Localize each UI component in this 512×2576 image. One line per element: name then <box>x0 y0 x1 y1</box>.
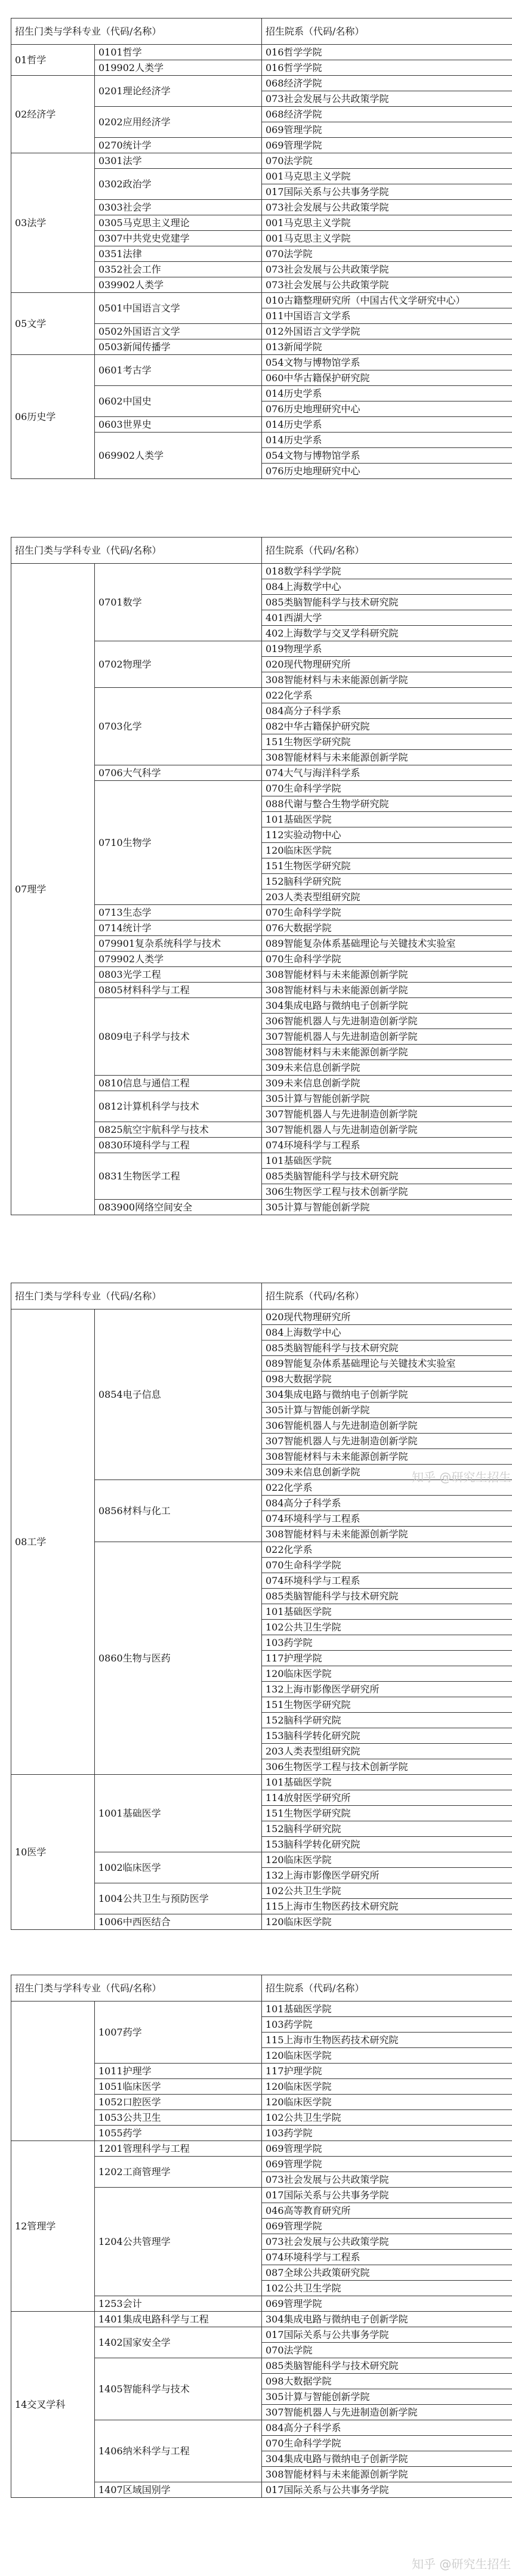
discipline-cell: 1055药学 <box>95 2126 262 2141</box>
school-cell: 013新闻学院 <box>262 339 512 355</box>
category-cell: 14交叉学科 <box>11 2312 95 2498</box>
category-cell: 08工学 <box>11 1309 95 1775</box>
discipline-cell: 0305马克思主义理论 <box>95 215 262 231</box>
school-cell: 046高等教育研究所 <box>262 2203 512 2219</box>
discipline-cell: 0830环境科学与工程 <box>95 1138 262 1153</box>
discipline-cell: 0501中国语言文学 <box>95 293 262 324</box>
school-cell: 151生物医学研究院 <box>262 1806 512 1821</box>
school-cell: 020现代物理研究所 <box>262 1309 512 1325</box>
discipline-cell: 0714统计学 <box>95 921 262 936</box>
school-cell: 120临床医学院 <box>262 2095 512 2110</box>
discipline-cell: 1402国家安全学 <box>95 2327 262 2358</box>
discipline-cell: 0713生态学 <box>95 905 262 921</box>
school-cell: 068经济学院 <box>262 107 512 122</box>
discipline-cell: 1406纳米科学与工程 <box>95 2420 262 2482</box>
school-cell: 084上海数学中心 <box>262 1325 512 1340</box>
discipline-cell: 1006中西医结合 <box>95 1914 262 1930</box>
school-cell: 307智能机器人与先进制造创新学院 <box>262 1122 512 1138</box>
school-cell: 014历史学系 <box>262 433 512 448</box>
discipline-cell: 1202工商管理学 <box>95 2157 262 2188</box>
school-cell: 112实验动物中心 <box>262 827 512 843</box>
table-row <box>11 76 512 91</box>
school-cell: 084高分子科学系 <box>262 2420 512 2436</box>
school-cell: 152脑科学研究院 <box>262 874 512 889</box>
school-cell: 017国际关系与公共事务学院 <box>262 184 512 200</box>
discipline-cell: 0810信息与通信工程 <box>95 1076 262 1091</box>
school-cell: 087全球公共政策研究院 <box>262 2265 512 2281</box>
school-cell: 402上海数学与交叉学科研究院 <box>262 626 512 641</box>
school-cell: 102公共卫生学院 <box>262 2110 512 2126</box>
discipline-cell: 0856材料与化工 <box>95 1480 262 1542</box>
school-cell: 014历史学系 <box>262 386 512 401</box>
school-cell: 085类脑智能科学与技术研究院 <box>262 2358 512 2374</box>
school-cell: 151生物医学研究院 <box>262 1697 512 1713</box>
school-cell: 151生物医学研究院 <box>262 734 512 750</box>
school-cell: 069管理学院 <box>262 2141 512 2157</box>
table-row <box>11 153 512 169</box>
table-row <box>11 45 512 60</box>
discipline-cell: 0502外国语言文学 <box>95 324 262 339</box>
discipline-cell: 1002临床医学 <box>95 1852 262 1883</box>
school-cell: 082中华古籍保护研究院 <box>262 719 512 734</box>
discipline-cell: 0825航空宇航科学与技术 <box>95 1122 262 1138</box>
school-cell: 011中国语言文学系 <box>262 308 512 324</box>
school-cell: 203人类表型组研究院 <box>262 889 512 905</box>
header-school: 招生院系（代码/名称） <box>262 1283 512 1309</box>
school-cell: 308智能材料与未来能源创新学院 <box>262 1045 512 1060</box>
school-cell: 308智能材料与未来能源创新学院 <box>262 672 512 688</box>
school-cell: 073社会发展与公共政策学院 <box>262 91 512 107</box>
discipline-cell: 0101哲学 <box>95 45 262 60</box>
school-cell: 101基础医学院 <box>262 1153 512 1169</box>
school-cell: 101基础医学院 <box>262 812 512 827</box>
discipline-cell: 0809电子科学与技术 <box>95 998 262 1076</box>
discipline-cell: 0201理论经济学 <box>95 76 262 107</box>
school-cell: 022化学系 <box>262 1542 512 1558</box>
school-cell: 070法学院 <box>262 153 512 169</box>
admission-table <box>11 18 512 479</box>
discipline-cell: 1204公共管理学 <box>95 2188 262 2296</box>
school-cell: 307智能机器人与先进制造创新学院 <box>262 1107 512 1122</box>
school-cell: 017国际关系与公共事务学院 <box>262 2482 512 2498</box>
school-cell: 074环境科学与工程系 <box>262 1511 512 1527</box>
discipline-cell: 0303社会学 <box>95 200 262 215</box>
school-cell: 088代谢与整合生物学研究院 <box>262 796 512 812</box>
school-cell: 305计算与智能创新学院 <box>262 1403 512 1418</box>
discipline-cell: 1007药学 <box>95 2002 262 2064</box>
school-cell: 073社会发展与公共政策学院 <box>262 277 512 293</box>
school-cell: 022化学系 <box>262 688 512 703</box>
school-cell: 085类脑智能科学与技术研究院 <box>262 1169 512 1184</box>
school-cell: 132上海市影像医学研究所 <box>262 1868 512 1883</box>
table-row <box>11 293 512 308</box>
school-cell: 308智能材料与未来能源创新学院 <box>262 983 512 998</box>
discipline-cell: 1011护理学 <box>95 2064 262 2079</box>
school-cell: 152脑科学研究院 <box>262 1713 512 1728</box>
category-cell: 06历史学 <box>11 355 95 479</box>
table-row <box>11 355 512 370</box>
category-cell: 01哲学 <box>11 45 95 76</box>
school-cell: 308智能材料与未来能源创新学院 <box>262 750 512 765</box>
school-cell: 014历史学系 <box>262 417 512 433</box>
school-cell: 305计算与智能创新学院 <box>262 1091 512 1107</box>
school-cell: 073社会发展与公共政策学院 <box>262 2234 512 2250</box>
discipline-cell: 1201管理科学与工程 <box>95 2141 262 2157</box>
school-cell: 073社会发展与公共政策学院 <box>262 2172 512 2188</box>
discipline-cell: 1401集成电路科学与工程 <box>95 2312 262 2327</box>
discipline-cell: 1253会计 <box>95 2296 262 2312</box>
school-cell: 098大数据学院 <box>262 2374 512 2389</box>
discipline-cell: 1004公共卫生与预防医学 <box>95 1883 262 1914</box>
school-cell: 022化学系 <box>262 1480 512 1496</box>
school-cell: 120临床医学院 <box>262 2079 512 2095</box>
school-cell: 010古籍整理研究所（中国古代文学研究中心） <box>262 293 512 308</box>
school-cell: 152脑科学研究院 <box>262 1821 512 1837</box>
school-cell: 089智能复杂体系基础理论与关键技术实验室 <box>262 1356 512 1372</box>
school-cell: 307智能机器人与先进制造创新学院 <box>262 2405 512 2420</box>
table-row <box>11 564 512 579</box>
watermark-text: 知乎 @研究生招生 <box>412 2557 511 2571</box>
category-cell: 05文学 <box>11 293 95 355</box>
school-cell: 306智能机器人与先进制造创新学院 <box>262 1418 512 1434</box>
school-cell: 306生物医学工程与技术创新学院 <box>262 1759 512 1775</box>
admission-table <box>11 1975 512 2498</box>
school-cell: 085类脑智能科学与技术研究院 <box>262 1589 512 1604</box>
discipline-cell: 0202应用经济学 <box>95 107 262 138</box>
school-cell: 308智能材料与未来能源创新学院 <box>262 2467 512 2482</box>
discipline-cell: 1405智能科学与技术 <box>95 2358 262 2420</box>
discipline-cell: 0702物理学 <box>95 641 262 688</box>
school-cell: 153脑科学转化研究院 <box>262 1837 512 1852</box>
school-cell: 101基础医学院 <box>262 1775 512 1790</box>
discipline-cell: 0860生物与医药 <box>95 1542 262 1775</box>
school-cell: 308智能材料与未来能源创新学院 <box>262 1527 512 1542</box>
category-cell: 03法学 <box>11 153 95 293</box>
school-cell: 069管理学院 <box>262 2157 512 2172</box>
school-cell: 017国际关系与公共事务学院 <box>262 2327 512 2343</box>
school-cell: 117护理学院 <box>262 2064 512 2079</box>
table-row <box>11 2312 512 2327</box>
school-cell: 017国际关系与公共事务学院 <box>262 2188 512 2203</box>
school-cell: 102公共卫生学院 <box>262 1883 512 1899</box>
discipline-cell: 0710生物学 <box>95 781 262 905</box>
school-cell: 308智能材料与未来能源创新学院 <box>262 967 512 983</box>
discipline-cell: 0602中国史 <box>95 386 262 417</box>
school-cell: 074环境科学与工程系 <box>262 1573 512 1589</box>
school-cell: 070法学院 <box>262 2343 512 2358</box>
school-cell: 153脑科学转化研究院 <box>262 1728 512 1744</box>
school-cell: 070法学院 <box>262 246 512 262</box>
discipline-cell: 1053公共卫生 <box>95 2110 262 2126</box>
school-cell: 132上海市影像医学研究所 <box>262 1682 512 1697</box>
table-row <box>11 2002 512 2017</box>
school-cell: 074环境科学与工程系 <box>262 1138 512 1153</box>
school-cell: 120临床医学院 <box>262 1852 512 1868</box>
discipline-cell: 079902人类学 <box>95 952 262 967</box>
watermark-text: 知乎 @研究生招生 <box>412 1470 511 1484</box>
header-discipline: 招生门类与学科专业（代码/名称） <box>11 1283 262 1309</box>
school-cell: 054文物与博物馆学系 <box>262 355 512 370</box>
discipline-cell: 0307中共党史党建学 <box>95 231 262 246</box>
school-cell: 203人类表型组研究院 <box>262 1744 512 1759</box>
school-cell: 102公共卫生学院 <box>262 2281 512 2296</box>
category-cell <box>11 2002 95 2141</box>
school-cell: 016哲学学院 <box>262 45 512 60</box>
school-cell: 085类脑智能科学与技术研究院 <box>262 1340 512 1356</box>
header-school: 招生院系（代码/名称） <box>262 18 512 45</box>
table-row <box>11 1775 512 1790</box>
school-cell: 304集成电路与微纳电子创新学院 <box>262 2312 512 2327</box>
discipline-cell: 0706大气科学 <box>95 765 262 781</box>
discipline-cell: 019902人类学 <box>95 60 262 76</box>
school-cell: 307智能机器人与先进制造创新学院 <box>262 1029 512 1045</box>
school-cell: 307智能机器人与先进制造创新学院 <box>262 1434 512 1449</box>
school-cell: 001马克思主义学院 <box>262 231 512 246</box>
school-cell: 306智能机器人与先进制造创新学院 <box>262 1014 512 1029</box>
school-cell: 089智能复杂体系基础理论与关键技术实验室 <box>262 936 512 952</box>
school-cell: 068经济学院 <box>262 76 512 91</box>
school-cell: 084上海数学中心 <box>262 579 512 595</box>
school-cell: 101基础医学院 <box>262 2002 512 2017</box>
category-cell: 10医学 <box>11 1775 95 1930</box>
discipline-cell: 069902人类学 <box>95 433 262 479</box>
school-cell: 305计算与智能创新学院 <box>262 2389 512 2405</box>
school-cell: 120临床医学院 <box>262 2048 512 2064</box>
header-school: 招生院系（代码/名称） <box>262 1975 512 2002</box>
school-cell: 012外国语言文学学院 <box>262 324 512 339</box>
school-cell: 070生命科学学院 <box>262 952 512 967</box>
school-cell: 070生命科学学院 <box>262 2436 512 2451</box>
school-cell: 101基础医学院 <box>262 1604 512 1620</box>
school-cell: 098大数据学院 <box>262 1372 512 1387</box>
school-cell: 114放射医学研究所 <box>262 1790 512 1806</box>
school-cell: 103药学院 <box>262 2017 512 2033</box>
school-cell: 309未来信息创新学院 <box>262 1076 512 1091</box>
school-cell: 076大数据学院 <box>262 921 512 936</box>
discipline-cell: 0854电子信息 <box>95 1309 262 1480</box>
school-cell: 001马克思主义学院 <box>262 215 512 231</box>
school-cell: 069管理学院 <box>262 138 512 153</box>
category-cell: 07理学 <box>11 564 95 1215</box>
header-school: 招生院系（代码/名称） <box>262 538 512 564</box>
school-cell: 120临床医学院 <box>262 1666 512 1682</box>
header-discipline: 招生门类与学科专业（代码/名称） <box>11 538 262 564</box>
school-cell: 120临床医学院 <box>262 843 512 858</box>
school-cell: 073社会发展与公共政策学院 <box>262 262 512 277</box>
school-cell: 001马克思主义学院 <box>262 169 512 184</box>
school-cell: 103药学院 <box>262 2126 512 2141</box>
discipline-cell: 0701数学 <box>95 564 262 641</box>
school-cell: 085类脑智能科学与技术研究院 <box>262 595 512 610</box>
discipline-cell: 1407区域国别学 <box>95 2482 262 2498</box>
table-row <box>11 2141 512 2157</box>
school-cell: 018数学科学学院 <box>262 564 512 579</box>
discipline-cell: 1052口腔医学 <box>95 2095 262 2110</box>
school-cell: 117护理学院 <box>262 1651 512 1666</box>
school-cell: 304集成电路与微纳电子创新学院 <box>262 998 512 1014</box>
discipline-cell: 1051临床医学 <box>95 2079 262 2095</box>
discipline-cell: 0703化学 <box>95 688 262 765</box>
school-cell: 120临床医学院 <box>262 1914 512 1930</box>
school-cell: 070生命科学学院 <box>262 905 512 921</box>
school-cell: 102公共卫生学院 <box>262 1620 512 1635</box>
discipline-cell: 0302政治学 <box>95 169 262 200</box>
admission-table <box>11 1283 512 1930</box>
discipline-cell: 1001基础医学 <box>95 1775 262 1852</box>
school-cell: 060中华古籍保护研究院 <box>262 370 512 386</box>
school-cell: 054文物与博物馆学系 <box>262 448 512 464</box>
school-cell: 020现代物理研究所 <box>262 657 512 672</box>
admission-table <box>11 537 512 1215</box>
category-cell: 02经济学 <box>11 76 95 153</box>
header-discipline: 招生门类与学科专业（代码/名称） <box>11 1975 262 2002</box>
discipline-cell: 0601考古学 <box>95 355 262 386</box>
table-row <box>11 1309 512 1325</box>
school-cell: 115上海市生物医药技术研究院 <box>262 2033 512 2048</box>
school-cell: 306生物医学工程与技术创新学院 <box>262 1184 512 1200</box>
discipline-cell: 0352社会工作 <box>95 262 262 277</box>
school-cell: 069管理学院 <box>262 2296 512 2312</box>
school-cell: 016哲学学院 <box>262 60 512 76</box>
school-cell: 076历史地理研究中心 <box>262 464 512 479</box>
school-cell: 151生物医学研究院 <box>262 858 512 874</box>
school-cell: 308智能材料与未来能源创新学院 <box>262 1449 512 1465</box>
discipline-cell: 0812计算机科学与技术 <box>95 1091 262 1122</box>
school-cell: 074大气与海洋科学系 <box>262 765 512 781</box>
category-cell: 12管理学 <box>11 2141 95 2312</box>
school-cell: 115上海市生物医药技术研究院 <box>262 1899 512 1914</box>
school-cell: 305计算与智能创新学院 <box>262 1200 512 1215</box>
header-discipline: 招生门类与学科专业（代码/名称） <box>11 18 262 45</box>
school-cell: 069管理学院 <box>262 122 512 138</box>
school-cell: 309未来信息创新学院 <box>262 1060 512 1076</box>
school-cell: 074环境科学与工程系 <box>262 2250 512 2265</box>
school-cell: 309未来信息创新学院 <box>262 1465 512 1480</box>
discipline-cell: 079901复杂系统科学与技术 <box>95 936 262 952</box>
school-cell: 070生命科学学院 <box>262 781 512 796</box>
discipline-cell: 0270统计学 <box>95 138 262 153</box>
school-cell: 076历史地理研究中心 <box>262 401 512 417</box>
discipline-cell: 0301法学 <box>95 153 262 169</box>
discipline-cell: 0351法律 <box>95 246 262 262</box>
school-cell: 073社会发展与公共政策学院 <box>262 200 512 215</box>
school-cell: 103药学院 <box>262 1635 512 1651</box>
school-cell: 070生命科学学院 <box>262 1558 512 1573</box>
school-cell: 084高分子科学系 <box>262 1496 512 1511</box>
discipline-cell: 0805材料科学与工程 <box>95 983 262 998</box>
school-cell: 304集成电路与微纳电子创新学院 <box>262 1387 512 1403</box>
school-cell: 069管理学院 <box>262 2219 512 2234</box>
school-cell: 401西湖大学 <box>262 610 512 626</box>
school-cell: 019物理学系 <box>262 641 512 657</box>
school-cell: 084高分子科学系 <box>262 703 512 719</box>
discipline-cell: 0831生物医学工程 <box>95 1153 262 1200</box>
discipline-cell: 0803光学工程 <box>95 967 262 983</box>
discipline-cell: 0503新闻传播学 <box>95 339 262 355</box>
discipline-cell: 0603世界史 <box>95 417 262 433</box>
discipline-cell: 039902人类学 <box>95 277 262 293</box>
school-cell: 304集成电路与微纳电子创新学院 <box>262 2451 512 2467</box>
discipline-cell: 083900网络空间安全 <box>95 1200 262 1215</box>
